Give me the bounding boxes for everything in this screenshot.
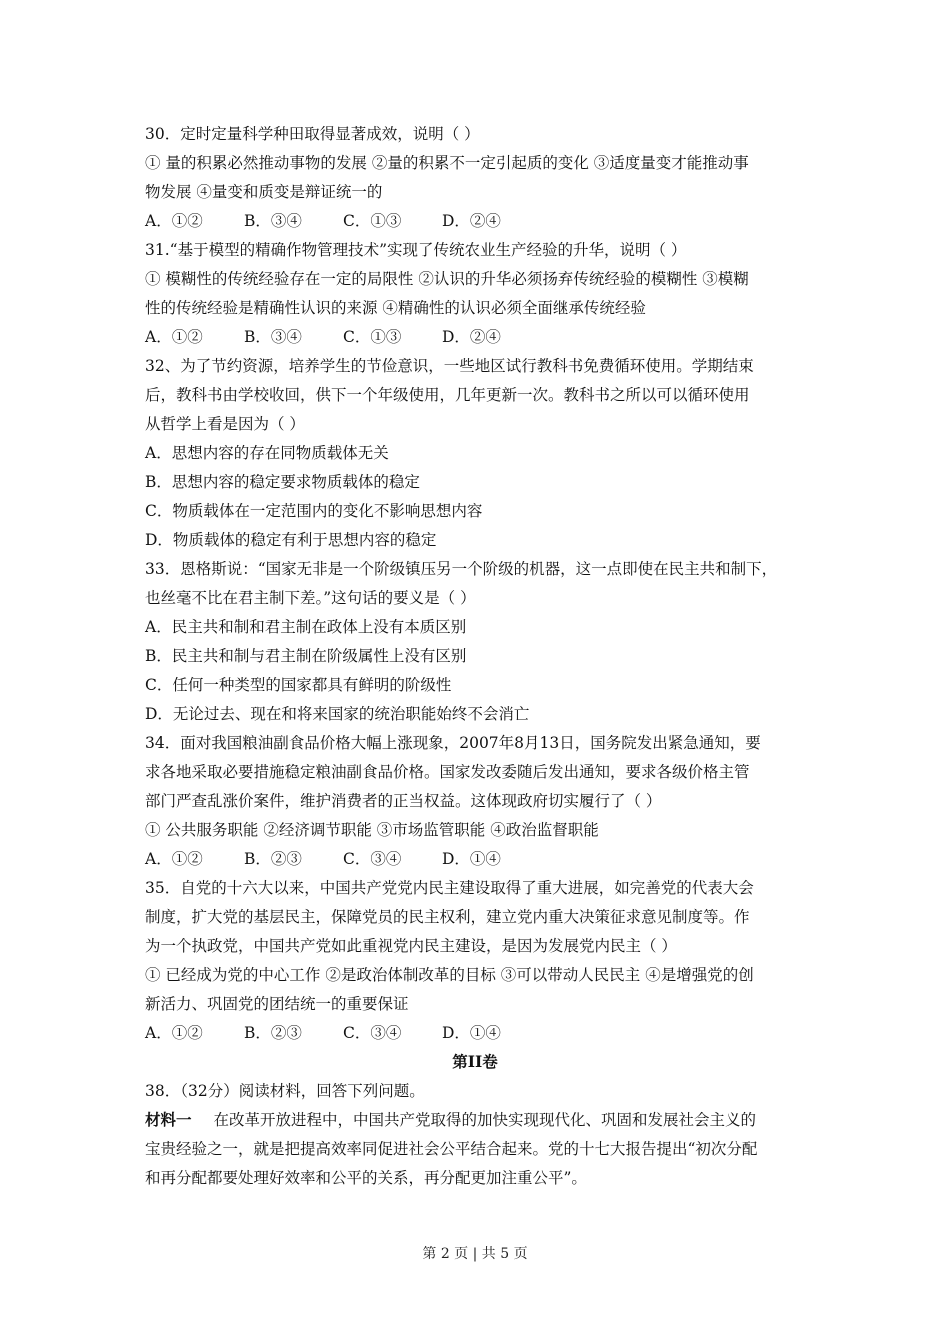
q38-material-1-line-1 [145, 1110, 756, 1130]
q35-items-line-1: ① 已经成为党的中心工作 ②是政治体制改革的目标 ③可以带动人民民主 ④是增强党的创 [145, 966, 754, 984]
q30-stem: 30．定时定量科学种田取得显著成效，说明（ ） [145, 125, 480, 143]
q32-option-b: B．思想内容的稳定要求物质载体的稳定 [145, 473, 420, 491]
q31-options [145, 327, 541, 347]
q33-option-d: D．无论过去、现在和将来国家的统治职能始终不会消亡 [145, 705, 530, 723]
q34-option-d: D．①④ [442, 850, 501, 868]
q30-items-line-1: ① 量的积累必然推动事物的发展 ②量的积累不一定引起质的变化 ③适度量变才能推动事 [145, 154, 749, 172]
page-footer: 第 2 页 | 共 5 页 [422, 1246, 528, 1262]
q35-option-c: C．③④ [343, 1024, 402, 1042]
q34-items: ① 公共服务职能 ②经济调节职能 ③市场监管职能 ④政治监督职能 [145, 821, 599, 839]
q32-option-c: C．物质载体在一定范围内的变化不影响思想内容 [145, 502, 483, 520]
q34-option-a: A．①② [145, 850, 203, 868]
q32-stem-line-2: 后，教科书由学校收回，供下一个年级使用，几年更新一次。教科书之所以可以循环使用 [145, 386, 750, 404]
q31-option-b: B．③④ [244, 328, 302, 346]
q35-option-d: D．①④ [442, 1024, 501, 1042]
q32-option-a: A．思想内容的存在同物质载体无关 [145, 444, 389, 462]
q34-stem-line-3: 部门严查乱涨价案件，维护消费者的正当权益。这体现政府切实履行了（ ） [145, 792, 662, 810]
q30-items-line-2: 物发展 ④量变和质变是辩证统一的 [145, 183, 383, 201]
q30-option-c: C．①③ [343, 212, 402, 230]
q34-options [145, 849, 541, 869]
q35-stem-line-2: 制度，扩大党的基层民主，保障党员的民主权利，建立党内重大决策征求意见制度等。作 [145, 908, 750, 926]
q35-stem-line-3: 为一个执政党，中国共产党如此重视党内民主建设，是因为发展党内民主（ ） [145, 937, 677, 955]
q34-stem-line-1: 34．面对我国粮油副食品价格大幅上涨现象，2007年8月13日，国务院发出紧急通知，要 [145, 734, 761, 752]
q34-option-b: B．②③ [244, 850, 302, 868]
q30-option-a: A．①② [145, 212, 203, 230]
q31-option-a: A．①② [145, 328, 203, 346]
q31-option-d: D．②④ [442, 328, 501, 346]
q35-stem-line-1: 35．自党的十六大以来，中国共产党党内民主建设取得了重大进展，如完善党的代表大会 [145, 879, 754, 897]
q33-option-a: A．民主共和制和君主制在政体上没有本质区别 [145, 618, 467, 636]
q35-option-a: A．①② [145, 1024, 203, 1042]
q38-material-1-text: 在改革开放进程中，中国共产党取得的加快实现现代化、巩固和发展社会主义的 [213, 1111, 757, 1129]
q30-options [145, 211, 541, 231]
q33-option-c: C．任何一种类型的国家都具有鲜明的阶级性 [145, 676, 452, 694]
q38-material-1-line-3: 和再分配都要处理好效率和公平的关系，再分配更加注重公平”。 [145, 1169, 587, 1187]
q34-stem-line-2: 求各地采取必要措施稳定粮油副食品价格。国家发改委随后发出通知，要求各级价格主管 [145, 763, 750, 781]
q32-stem-line-3: 从哲学上看是因为（ ） [145, 415, 305, 433]
q30-option-d: D．②④ [442, 212, 501, 230]
q35-option-b: B．②③ [244, 1024, 302, 1042]
q33-stem-line-1: 33．恩格斯说：“国家无非是一个阶级镇压另一个阶级的机器，这一点即使在民主共和制下， [145, 560, 778, 578]
q33-stem-line-2: 也丝毫不比在君主制下差。”这句话的要义是（ ） [145, 589, 476, 607]
q31-items-line-1: ① 模糊性的传统经验存在一定的局限性 ②认识的升华必须扬弃传统经验的模糊性 ③模糊 [145, 270, 749, 288]
q35-options [145, 1023, 541, 1043]
q35-items-line-2: 新活力、巩固党的团结统一的重要保证 [145, 995, 409, 1013]
q31-stem: 31.“基于模型的精确作物管理技术”实现了传统农业生产经验的升华，说明（ ） [145, 241, 687, 259]
section-2-title: 第II卷 [452, 1052, 498, 1071]
q38-stem: 38．（32分）阅读材料，回答下列问题。 [145, 1082, 425, 1100]
q34-option-c: C．③④ [343, 850, 402, 868]
q31-items-line-2: 性的传统经验是精确性认识的来源 ④精确性的认识必须全面继承传统经验 [145, 299, 646, 317]
q31-option-c: C．①③ [343, 328, 402, 346]
q33-option-b: B．民主共和制与君主制在阶级属性上没有区别 [145, 647, 467, 665]
q38-material-label: 材料一 [145, 1110, 192, 1129]
q38-material-1-line-2: 宝贵经验之一，就是把提高效率同促进社会公平结合起来。党的十七大报告提出“初次分配 [145, 1140, 758, 1158]
q30-option-b: B．③④ [244, 212, 302, 230]
q32-stem-line-1: 32、为了节约资源，培养学生的节俭意识，一些地区试行教科书免费循环使用。学期结束 [145, 357, 754, 375]
q32-option-d: D．物质载体的稳定有利于思想内容的稳定 [145, 531, 437, 549]
